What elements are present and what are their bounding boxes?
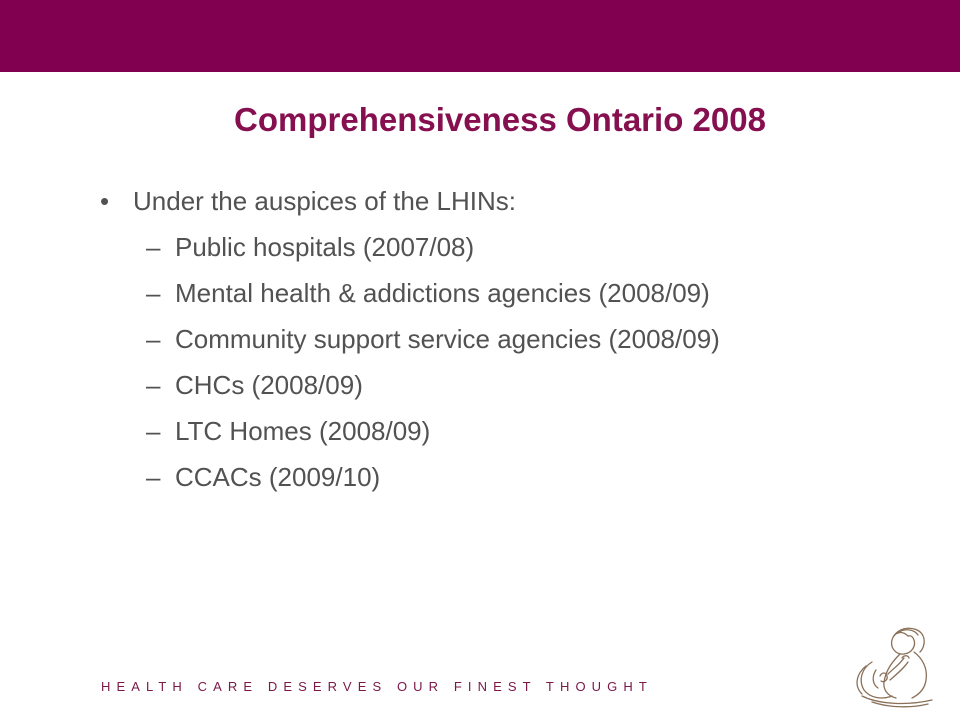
- footer-tagline: HEALTH CARE DESERVES OUR FINEST THOUGHT: [101, 679, 653, 694]
- sub-bullet-text: LTC Homes (2008/09): [175, 416, 431, 446]
- sub-bullet-text: Public hospitals (2007/08): [175, 232, 475, 262]
- sub-bullet-item: [100, 232, 900, 278]
- sub-bullet-item: [100, 324, 900, 370]
- dash-marker: –: [146, 416, 161, 446]
- bullet-marker: •: [100, 186, 110, 216]
- bullet-list: [100, 186, 900, 508]
- dash-marker: –: [146, 278, 161, 308]
- sub-bullet-text: Mental health & addictions agencies (2008/09): [175, 278, 710, 308]
- slide-title: Comprehensiveness Ontario 2008: [234, 101, 766, 138]
- dash-marker: –: [146, 324, 161, 354]
- dash-marker: –: [146, 232, 161, 262]
- sub-bullet-item: [100, 462, 900, 508]
- sub-bullet-text: Community support service agencies (2008/09): [175, 324, 720, 354]
- dash-marker: –: [146, 370, 161, 400]
- sub-bullet-item: [100, 370, 900, 416]
- figure-in-thought-logo-icon: [842, 622, 942, 710]
- sub-bullet-item: [100, 278, 900, 324]
- sub-bullet-text: CHCs (2008/09): [175, 370, 363, 400]
- bullet-text: Under the auspices of the LHINs:: [133, 186, 516, 216]
- sub-bullet-item: [100, 416, 900, 462]
- bullet-item: [100, 186, 900, 232]
- sub-bullet-text: CCACs (2009/10): [175, 462, 381, 492]
- top-color-band: [0, 0, 960, 72]
- dash-marker: –: [146, 462, 161, 492]
